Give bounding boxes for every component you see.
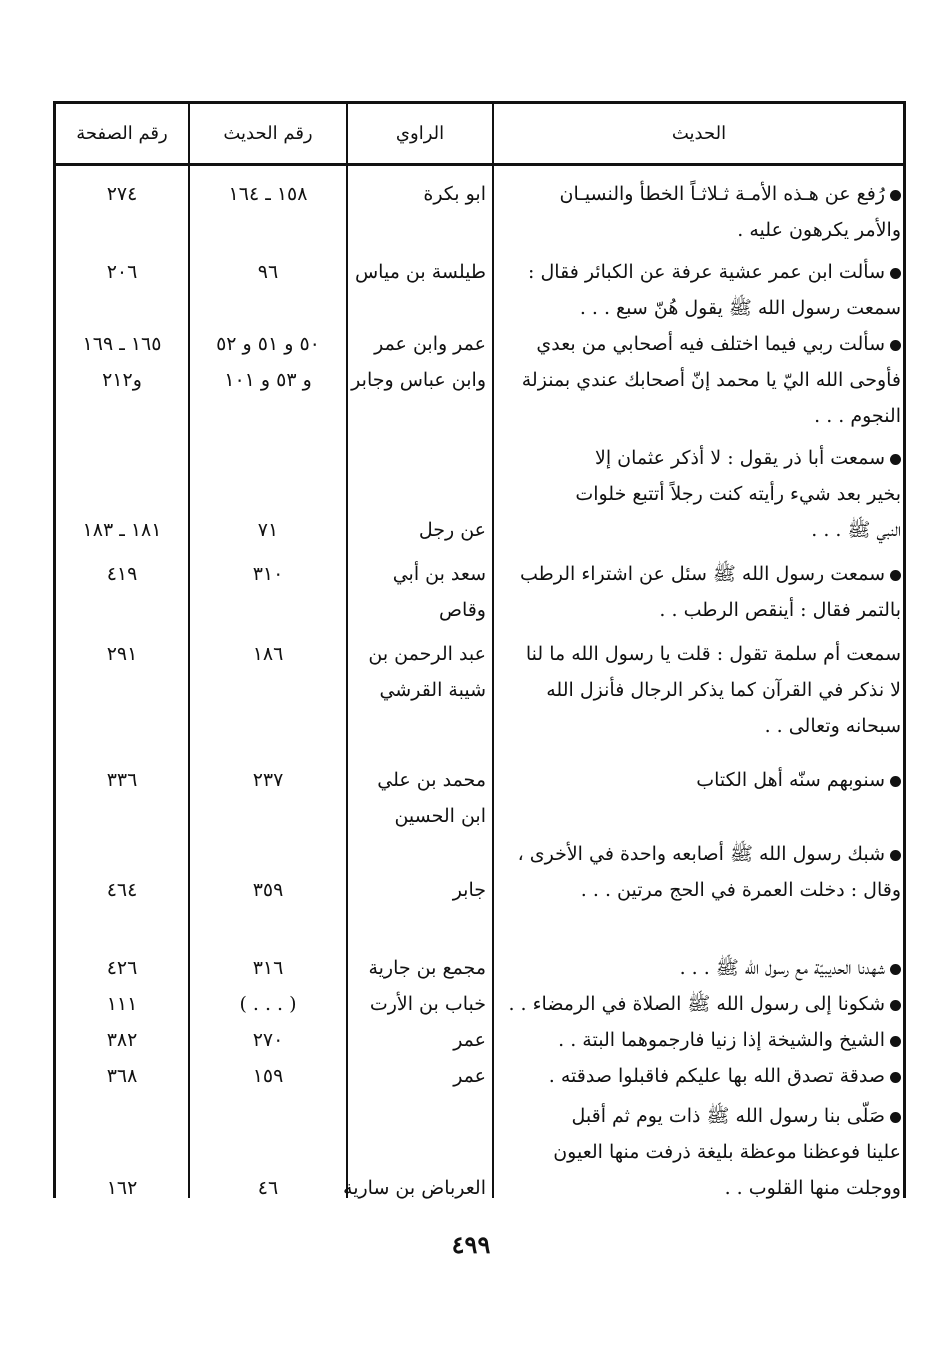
hadith-text: وقال : دخلت العمرة في الحج مرتين . . .	[580, 879, 901, 901]
column-divider	[188, 101, 190, 1198]
hadith-text: رُفع عن هـذه الأمـة ثـلاثـاً الخطأ والنسيـان	[559, 183, 885, 205]
hadith-text: النبي ﷺ . . .	[811, 519, 901, 541]
hadith-text-line	[498, 872, 901, 908]
hadith-text: سمعت رسول الله ﷺ سئل عن اشتراء الرطب	[519, 563, 885, 585]
narrator-cell: جابر	[452, 879, 486, 901]
narrator-cell: عمر وابن عمر	[374, 333, 486, 355]
hadith-number-cell: ( . . . )	[239, 993, 297, 1015]
hadith-text: لا نذكر في القرآن كما يذكر الرجال فأنزل الله	[546, 679, 901, 701]
hadith-number-cell: ٣١٦	[252, 957, 284, 979]
hadith-text-line	[498, 636, 901, 672]
page-number-cell: ١٦٥ ـ ١٦٩	[82, 333, 162, 355]
hadith-number-cell: ١٥٨ ـ ١٦٤	[228, 183, 308, 205]
hadith-text-line	[498, 556, 901, 592]
bullet-icon	[890, 340, 901, 351]
bullet-icon	[890, 1072, 901, 1083]
narrator-cell: ابن الحسين	[394, 805, 486, 827]
hadith-text-line	[498, 1058, 901, 1094]
hadith-text-line	[498, 950, 901, 986]
hadith-number-cell: ٥٠ و ٥١ و ٥٢	[216, 333, 320, 355]
page-number-cell: ٣٣٦	[106, 769, 138, 791]
hadith-text-line	[498, 176, 901, 212]
bullet-icon	[890, 268, 901, 279]
hadith-text-line	[498, 986, 901, 1022]
page-number-cell: ١٨١ ـ ١٨٣	[82, 519, 162, 541]
hadith-text: سبحانه وتعالى . .	[764, 715, 901, 737]
header-narrator: الراوي	[395, 122, 445, 144]
hadith-text-line	[498, 1170, 901, 1206]
hadith-text-line	[498, 398, 901, 434]
narrator-cell: عبد الرحمن بن	[368, 643, 486, 665]
hadith-text-line	[498, 512, 901, 548]
page-number-cell: ٣٨٢	[106, 1029, 138, 1051]
hadith-text: سألت ربي فيما اختلف فيه أصحابي من بعدي	[536, 333, 885, 355]
header-divider	[53, 163, 906, 166]
hadith-text: شهدنا الحديبيّة مع رسول الله ﷺ . . .	[679, 957, 885, 979]
narrator-cell: وقاص	[438, 599, 486, 621]
hadith-text: ووجلت منها القلوب . .	[724, 1177, 901, 1199]
hadith-text-line	[498, 254, 901, 290]
narrator-cell: سعد بن أبي	[392, 563, 486, 585]
hadith-text-line	[498, 440, 901, 476]
hadith-text-line	[498, 592, 901, 628]
hadith-text-line	[498, 1134, 901, 1170]
hadith-text: بالتمر فقال : أينقص الرطب . .	[659, 599, 901, 621]
hadith-number-cell: ٩٦	[257, 261, 279, 283]
hadith-text: النجوم . . .	[814, 405, 901, 427]
hadith-text: سألت ابن عمر عشية عرفة عن الكبائر فقال :	[528, 261, 885, 283]
hadith-number-cell: و ٥٣ و ١٠١	[224, 369, 312, 391]
hadith-text-line	[498, 762, 901, 798]
narrator-cell: عمر	[453, 1029, 486, 1051]
hadith-text-line	[498, 708, 901, 744]
narrator-cell: طيلسة بن مياس	[354, 261, 486, 283]
bullet-icon	[890, 454, 901, 465]
hadith-text: والأمر يكرهون عليه .	[737, 219, 901, 241]
page-number-cell: ٤٦٤	[106, 879, 138, 901]
hadith-text: بخير بعد شيء رأيته كنت رجلاً أتتبع خلوات	[575, 483, 901, 505]
hadith-text-line	[498, 290, 901, 326]
bullet-icon	[890, 570, 901, 581]
hadith-number-cell: ٤٦	[257, 1177, 279, 1199]
hadith-text-line	[498, 326, 901, 362]
page-number-cell: و٢١٢	[102, 369, 142, 391]
hadith-text: الشيخ والشيخة إذا زنيا فارجموهما البتة . .	[558, 1029, 885, 1051]
bullet-icon	[890, 1036, 901, 1047]
hadith-text: سمعت أبا ذر يقول : لا أذكر عثمان إلا	[595, 447, 885, 469]
page-number-cell: ٤١٩	[106, 563, 138, 585]
page-number-cell: ٤٢٦	[106, 957, 138, 979]
hadith-text: شكونا إلى رسول الله ﷺ الصلاة في الرمضاء . .	[508, 993, 885, 1015]
header-hadith: الحديث	[671, 122, 727, 144]
page-number-cell: ١١١	[106, 993, 138, 1015]
hadith-number-cell: ١٨٦	[252, 643, 284, 665]
page-number-cell: ٢٧٤	[106, 183, 138, 205]
column-divider	[346, 101, 348, 1198]
hadith-text-line	[498, 1022, 901, 1058]
hadith-number-cell: ٣٥٩	[252, 879, 284, 901]
hadith-text: سمعت رسول الله ﷺ يقول هُنّ سبع . . .	[579, 297, 901, 319]
header-hadith-number: رقم الحديث	[223, 122, 313, 144]
hadith-text: سمعت أم سلمة تقول : قلت يا رسول الله ما لنا	[525, 643, 901, 665]
narrator-cell: خباب بن الأرت	[369, 993, 486, 1015]
hadith-text-line	[498, 672, 901, 708]
page-number: ٤٩٩	[451, 1230, 491, 1259]
hadith-number-cell: ٢٧٠	[252, 1029, 284, 1051]
page-number-cell: ٣٦٨	[106, 1065, 138, 1087]
narrator-cell: ابو بكرة	[423, 183, 486, 205]
hadith-text: سنوبهم سنّه أهل الكتاب	[696, 769, 885, 791]
page-number-cell: ٢٠٦	[106, 261, 138, 283]
bullet-icon	[890, 776, 901, 787]
bullet-icon	[890, 1112, 901, 1123]
hadith-text: صَلّى بنا رسول الله ﷺ ذات يوم ثم أقبل	[571, 1105, 885, 1127]
narrator-cell: شيبة القرشي	[379, 679, 486, 701]
hadith-number-cell: ٢٣٧	[252, 769, 284, 791]
column-divider	[492, 101, 494, 1198]
bullet-icon	[890, 190, 901, 201]
page-number-cell: ٢٩١	[106, 643, 138, 665]
hadith-number-cell: ٧١	[257, 519, 279, 541]
narrator-cell: وابن عباس وجابر	[351, 369, 486, 391]
hadith-text: صدقة تصدق الله بها عليكم فاقبلوا صدقته .	[548, 1065, 885, 1087]
narrator-cell: عن رجل	[418, 519, 486, 541]
hadith-text-line	[498, 476, 901, 512]
hadith-number-cell: ١٥٩	[252, 1065, 284, 1087]
narrator-cell: مجمع بن جارية	[368, 957, 486, 979]
bullet-icon	[890, 850, 901, 861]
hadith-text-line	[498, 836, 901, 872]
hadith-text: علينا فوعظنا موعظة بليغة ذرفت منها العيون	[553, 1141, 901, 1163]
bullet-icon	[890, 964, 901, 975]
hadith-text: فأوحى الله اليّ يا محمد إنّ أصحابك عندي بمنزلة	[521, 369, 901, 391]
bullet-icon	[890, 1000, 901, 1011]
narrator-cell: عمر	[453, 1065, 486, 1087]
narrator-cell: محمد بن علي	[377, 769, 486, 791]
page-number-cell: ١٦٢	[106, 1177, 138, 1199]
header-page-number: رقم الصفحة	[76, 122, 168, 144]
hadith-text: شبك رسول الله ﷺ أصابعه واحدة في الأخرى ،	[517, 843, 885, 865]
hadith-text-line	[498, 212, 901, 248]
hadith-text-line	[498, 1098, 901, 1134]
hadith-number-cell: ٣١٠	[252, 563, 284, 585]
narrator-cell: العرباض بن سارية	[343, 1177, 486, 1199]
hadith-text-line	[498, 362, 901, 398]
